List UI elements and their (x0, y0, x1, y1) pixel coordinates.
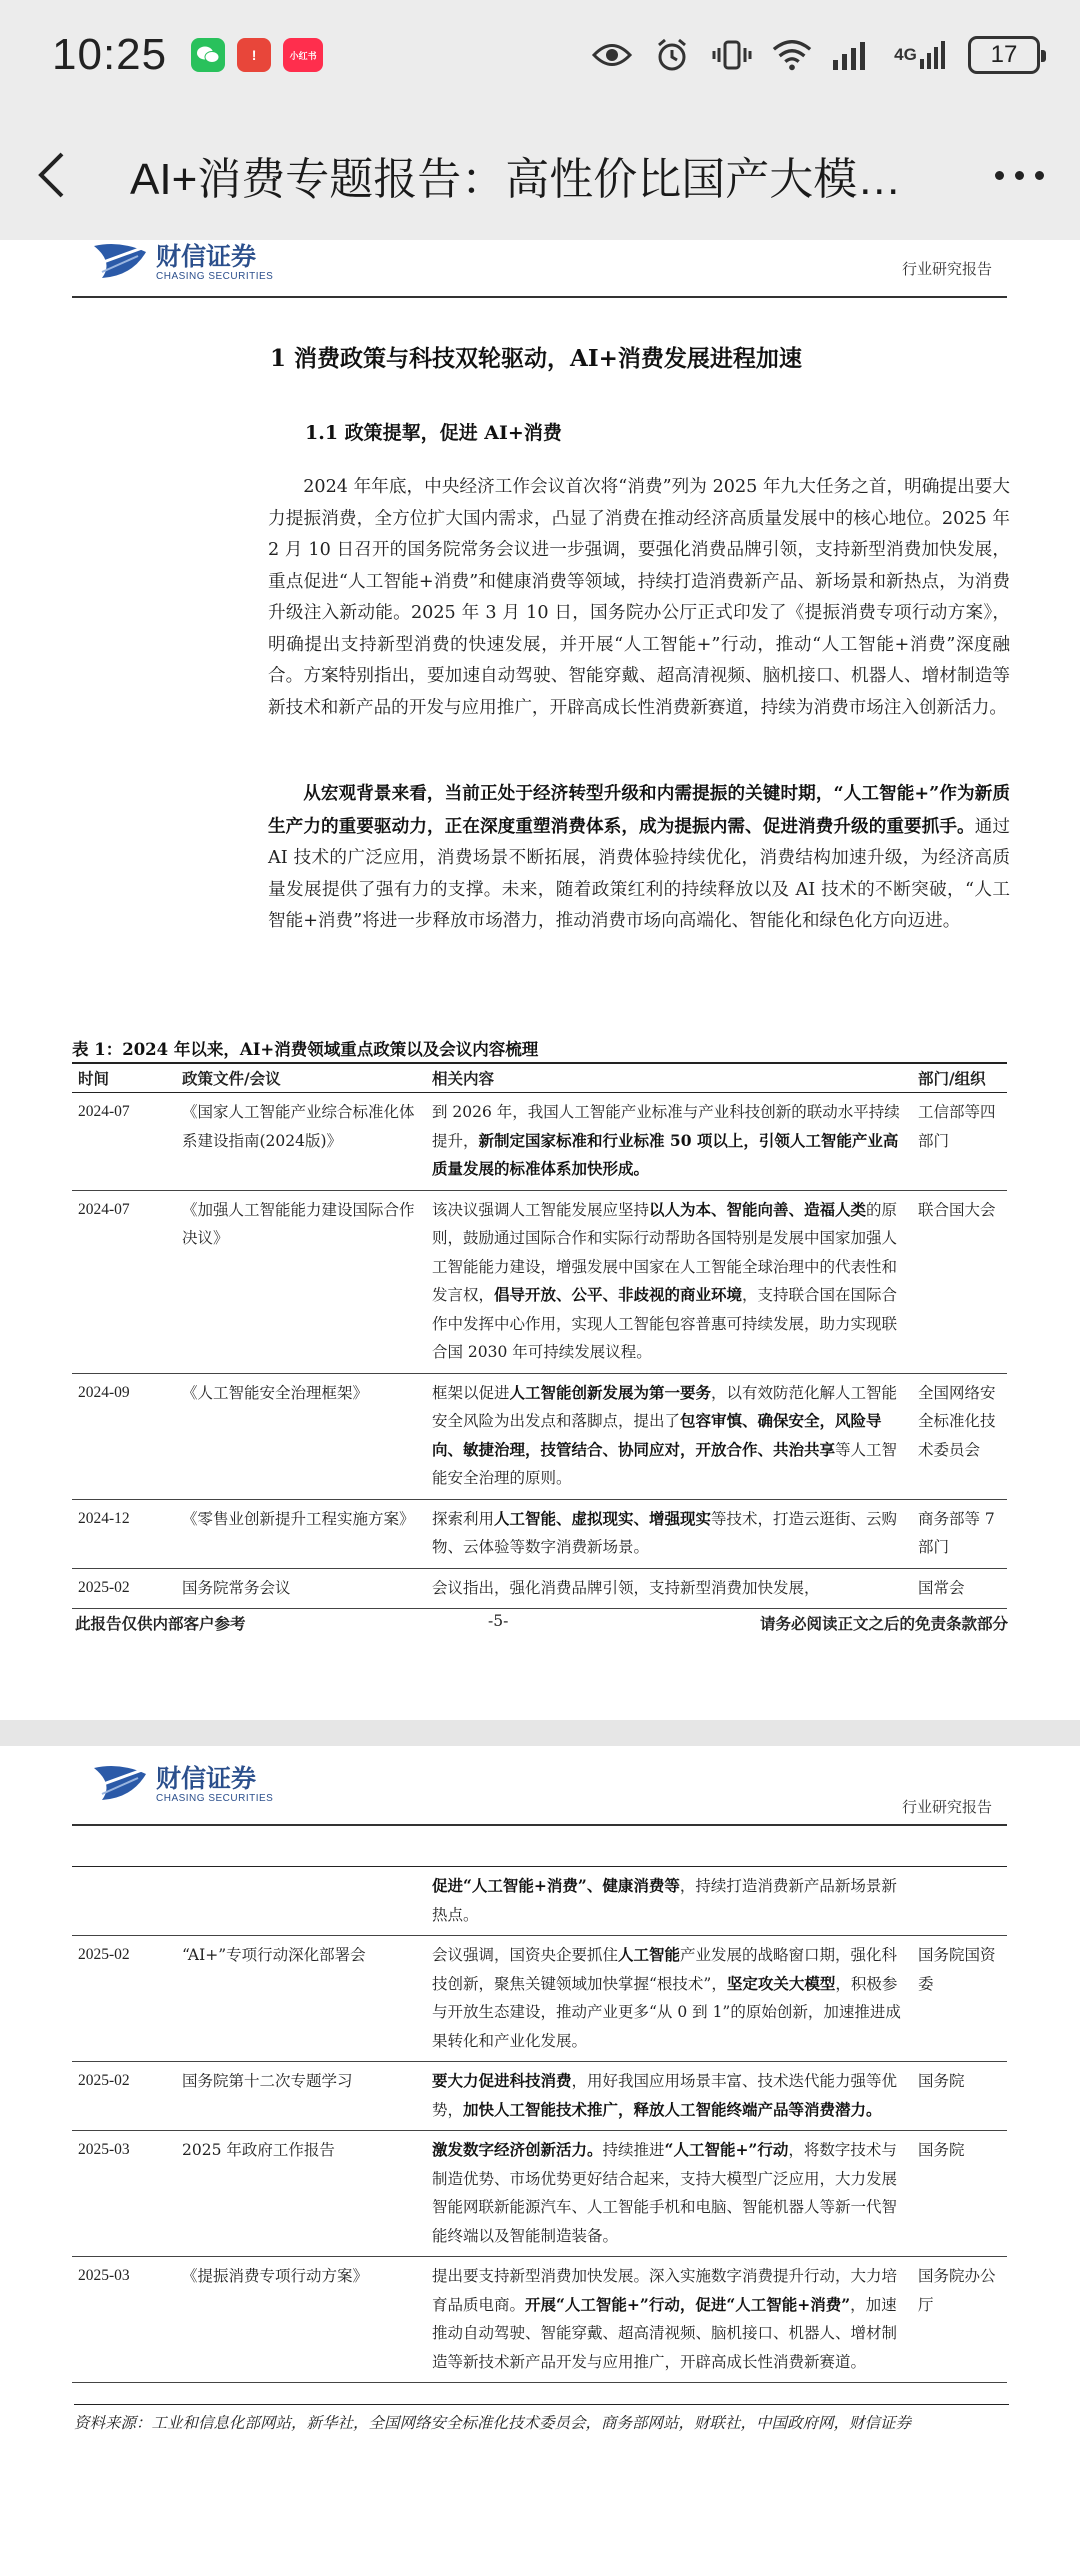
row-department: 全国网络安全标准化技术委员会 (912, 1373, 1007, 1499)
row-content-a: 该决议强调人工智能发展应坚持 (432, 1200, 650, 1219)
row-content-d: “人工智能+”行动 (664, 2140, 789, 2159)
document-page-6[interactable] (0, 1746, 1080, 2557)
document-page-5[interactable] (0, 240, 1080, 1720)
row-date (72, 1867, 176, 1936)
nav-bar (0, 110, 1080, 240)
row-content-b: 促进“人工智能+消费”、健康消费等 (432, 1876, 680, 1895)
header-dept: 部门/组织 (912, 1063, 1007, 1093)
back-button[interactable] (36, 145, 80, 205)
row-content (426, 1499, 912, 1568)
table-row (72, 1373, 1007, 1499)
row-content-b: 人工智能创新发展为第一要务 (509, 1382, 712, 1402)
table-header-row (72, 1063, 1007, 1093)
row-content-a: 会议强调，国资央企要抓住 (432, 1946, 619, 1964)
row-content-b: 人工智能 (618, 1945, 681, 1964)
row-content-a: 探索利用 (432, 1509, 495, 1528)
table-row (72, 1568, 1007, 1609)
table-row (72, 1093, 1007, 1191)
chevron-left-icon (36, 150, 66, 200)
row-content-c: ，持续打造消费新产品新场景新热点。 (432, 1877, 897, 1924)
xiaohongshu-icon: 小红书 (283, 38, 323, 72)
row-date: 2025-02 (72, 2062, 176, 2131)
subsection-heading: 1.1 政策提挈，促进 AI+消费 (305, 422, 562, 444)
row-content-c: 产业发展的战略窗口期，强化科技创新，聚焦关键领域加快掌握“根技术”， (432, 1946, 898, 1993)
status-time: 10:25 (52, 30, 168, 79)
table-row (72, 1499, 1007, 1568)
paragraph-2 (268, 778, 1010, 938)
company-logo (92, 242, 273, 282)
row-content-a: 会议指出，强化消费品牌引领，支持新型消费加快发展， (432, 1578, 820, 1597)
paragraph-2-rest: 通过 AI 技术的广泛应用，消费场景不断拓展，消费体验持续优化，消费结构加速升级，为经济高质量发展提供了强有力的支撑。未来，随着政策红利的持续释放以及 AI 技术的不断突破，“人工智能+消费”将进一步释放市场潜力，推动消费市场向高端化、智能化和绿色化方向迈进。 (268, 816, 1010, 931)
header-rule (72, 296, 1007, 298)
chasing-logo-icon (92, 242, 148, 282)
row-content-a: 到 2026 年，我国人工智能产业标准与产业科技创新的联动水平持续提升， (432, 1103, 900, 1150)
more-dot (995, 171, 1004, 180)
row-content-d: 包容审慎、确保安全，风险导向、敏捷治理，技管结合、协同应对，开放合作、共治共享 (432, 1411, 882, 1459)
table-row (72, 2257, 1007, 2383)
row-content-c: ，以有效防范化解人工智能安全风险为出发点和落脚点，提出了 (432, 1383, 898, 1430)
header-doc: 政策文件/会议 (176, 1063, 426, 1093)
row-content (426, 1568, 912, 1609)
notification-apps (191, 38, 323, 72)
row-content-c: ，加速推动自动驾驶、智能穿戴、超高清视频、脑机接口、机器人、增材制造等新技术新产品开发与应用推广，开辟高成长性消费新赛道。 (432, 2295, 898, 2371)
row-content (426, 2062, 912, 2131)
row-content-e: 等人工智能安全治理的原则。 (432, 1440, 898, 1487)
row-content-c: 等技术，打造云逛街、云购物、云体验等数字消费新场景。 (432, 1509, 898, 1556)
row-document (176, 1867, 426, 1936)
company-logo (92, 1764, 273, 1804)
page-gap (0, 1720, 1080, 1746)
row-content-d: 坚定攻关大模型 (726, 1973, 836, 1993)
header-rule (72, 1824, 1007, 1826)
logo-cn: 财信证券 (156, 1763, 257, 1793)
wifi-icon (772, 39, 812, 71)
table-row (72, 1867, 1007, 1936)
row-content-b: 以人为本、智能向善、造福人类 (649, 1199, 867, 1219)
row-department: 工信部等四部门 (912, 1093, 1007, 1191)
paragraph-2-emphasis: 从宏观背景来看，当前正处于经济转型升级和内需提振的关键时期，“人工智能+”作为新质生产力的重要驱动力，正在深度重塑消费体系，成为提振内需、促进消费升级的重要抓手。 (268, 783, 1010, 837)
row-department: 国务院 (912, 2131, 1007, 2257)
row-date: 2024-07 (72, 1190, 176, 1373)
row-department: 商务部等 7 部门 (912, 1499, 1007, 1568)
signal-icon (832, 39, 872, 71)
vibrate-icon (712, 39, 752, 71)
chasing-logo-icon (92, 1764, 148, 1804)
row-department: 国常会 (912, 1568, 1007, 1609)
footer-disclaimer: 请务必阅读正文之后的免责条款部分 (759, 1614, 1008, 1633)
logo-en: CHASING SECURITIES (156, 1792, 274, 1804)
row-date: 2025-03 (72, 2257, 176, 2383)
document-title: AI+消费专题报告：高性价比国产大模… (130, 155, 902, 204)
page-number: -5- (488, 1612, 509, 1630)
row-content-a: 框架以促进 (432, 1383, 510, 1402)
row-content-e: ，将数字技术与制造优势、市场优势更好结合起来，支持大模型广泛应用，大力发展智能网联新能源汽车、人工智能手机和电脑、智能机器人等新一代智能终端以及智能制造装备。 (432, 2141, 898, 2245)
policy-table (72, 1062, 1007, 1609)
row-content-e: ，积极参与开放生态建设，推动产业更多“从 0 到 1”的原始创新，加速推进成果转化和产业化发展。 (432, 1974, 901, 2050)
logo-cn: 财信证券 (156, 241, 257, 271)
row-content (426, 2257, 912, 2383)
header-content: 相关内容 (426, 1063, 912, 1093)
more-options-button[interactable] (995, 171, 1044, 180)
row-content-e: ，支持联合国在国际合作中发挥中心作用，实现人工智能包容普惠可持续发展，助力实现联合国 2030 年可持续发展议程。 (432, 1286, 898, 1361)
row-content-b: 激发数字经济创新活力。 (432, 2140, 603, 2159)
table-row (72, 1190, 1007, 1373)
row-date: 2024-07 (72, 1093, 176, 1191)
row-content-d: 倡导开放、公平、非歧视的商业环境 (494, 1285, 743, 1304)
paragraph-1: 2024 年年底，中央经济工作会议首次将“消费”列为 2025 年九大任务之首，明确提出要大力提振消费，全方位扩大国内需求，凸显了消费在推动经济高质量发展中的核心地位。2025 年 2 月 10 日召开的国务院常务会议进一步强调，要强化消费品牌引领，支持新型消费加快发展，重点促进“人工智能+消费”和健康消费等领域，持续打造消费新产品、新场景和新热点，为消费升级注入新动能。2025 年 3 月 10 日，国务院办公厅正式印发了《提振消费专项行动方案》，明确提出支持新型消费的快速发展，并开展“人工智能+”行动，推动“人工智能+消费”深度融合。方案特别指出，要加速自动驾驶、智能穿戴、超高清视频、脑机接口、机器人、增材制造等新技术和新产品的开发与应用推广，开辟高成长性消费新赛道，持续为消费市场注入创新活力。 (268, 477, 1010, 718)
cellular-4g-icon: 4G (892, 39, 948, 71)
row-content-b: 要大力促进科技消费 (432, 2071, 572, 2090)
alarm-icon (652, 39, 692, 71)
table-caption: 表 1：2024 年以来，AI+消费领域重点政策以及会议内容梳理 (72, 1040, 539, 1059)
row-content (426, 1867, 912, 1936)
more-dot (1035, 171, 1044, 180)
table-row (72, 2131, 1007, 2257)
row-content-b: 新制定国家标准和行业标准 50 项以上，引领人工智能产业高质量发展的标准体系加快形成。 (432, 1130, 899, 1178)
row-department: 联合国大会 (912, 1190, 1007, 1373)
row-document: 国务院第十二次专题学习 (176, 2062, 426, 2131)
row-content-c: ，用好我国应用场景丰富、技术迭代能力强等优势， (432, 2072, 898, 2119)
row-department (912, 1867, 1007, 1936)
row-department: 国务院 (912, 2062, 1007, 2131)
row-content-b: 开展“人工智能+”行动，促进“人工智能+消费” (525, 2294, 851, 2314)
row-content (426, 2131, 912, 2257)
report-type: 行业研究报告 (901, 260, 992, 278)
row-date: 2024-09 (72, 1373, 176, 1499)
eye-icon (592, 39, 632, 71)
more-dot (1015, 171, 1024, 180)
row-date: 2025-02 (72, 1568, 176, 1609)
table-row (72, 2062, 1007, 2131)
row-content (426, 1936, 912, 2062)
row-document: 2025 年政府工作报告 (176, 2131, 426, 2257)
row-document: “AI+”专项行动深化部署会 (176, 1936, 426, 2062)
source-note: 资料来源：工业和信息化部网站，新华社，全国网络安全标准化技术委员会，商务部网站，财联社，中国政府网，财信证券 (74, 2404, 1009, 2437)
row-content (426, 1373, 912, 1499)
row-document: 《加强人工智能能力建设国际合作决议》 (176, 1190, 426, 1373)
policy-table-continued (72, 1866, 1007, 2383)
row-document: 《国家人工智能产业综合标准化体系建设指南(2024版)》 (176, 1093, 426, 1191)
wechat-icon (191, 38, 225, 72)
row-content (426, 1093, 912, 1191)
table-row (72, 1936, 1007, 2062)
status-bar (0, 0, 1080, 110)
alert-app-icon: ! (237, 38, 271, 72)
row-content-c: 持续推进 (602, 2141, 665, 2159)
row-content (426, 1190, 912, 1373)
row-content-a: 提出要支持新型消费加快发展。深入实施数字消费提升行动，大力培育品质电商。 (432, 2267, 898, 2314)
battery-indicator: 17 (968, 36, 1040, 74)
row-date: 2025-03 (72, 2131, 176, 2257)
row-document: 《提振消费专项行动方案》 (176, 2257, 426, 2383)
row-content-c: 的原则，鼓励通过国际合作和实际行动帮助各国特别是发展中国家加强人工智能能力建设，增强发展中国家在人工智能全球治理中的代表性和发言权， (432, 1200, 898, 1304)
row-date: 2024-12 (72, 1499, 176, 1568)
row-content-b: 人工智能、虚拟现实、增强现实 (494, 1508, 712, 1528)
row-department: 国务院国资委 (912, 1936, 1007, 2062)
logo-en: CHASING SECURITIES (156, 270, 274, 282)
row-date: 2025-02 (72, 1936, 176, 2062)
footer-left: 此报告仅供内部客户参考 (75, 1614, 246, 1633)
header-date: 时间 (72, 1063, 176, 1093)
report-type: 行业研究报告 (901, 1798, 992, 1816)
row-content-d: 加快人工智能技术推广，释放人工智能终端产品等消费潜力。 (463, 2099, 882, 2119)
row-document: 《人工智能安全治理框架》 (176, 1373, 426, 1499)
row-document: 国务院常务会议 (176, 1568, 426, 1609)
section-heading: 1 消费政策与科技双轮驱动，AI+消费发展进程加速 (270, 345, 802, 372)
row-department: 国务院办公厅 (912, 2257, 1007, 2383)
row-document: 《零售业创新提升工程实施方案》 (176, 1499, 426, 1568)
